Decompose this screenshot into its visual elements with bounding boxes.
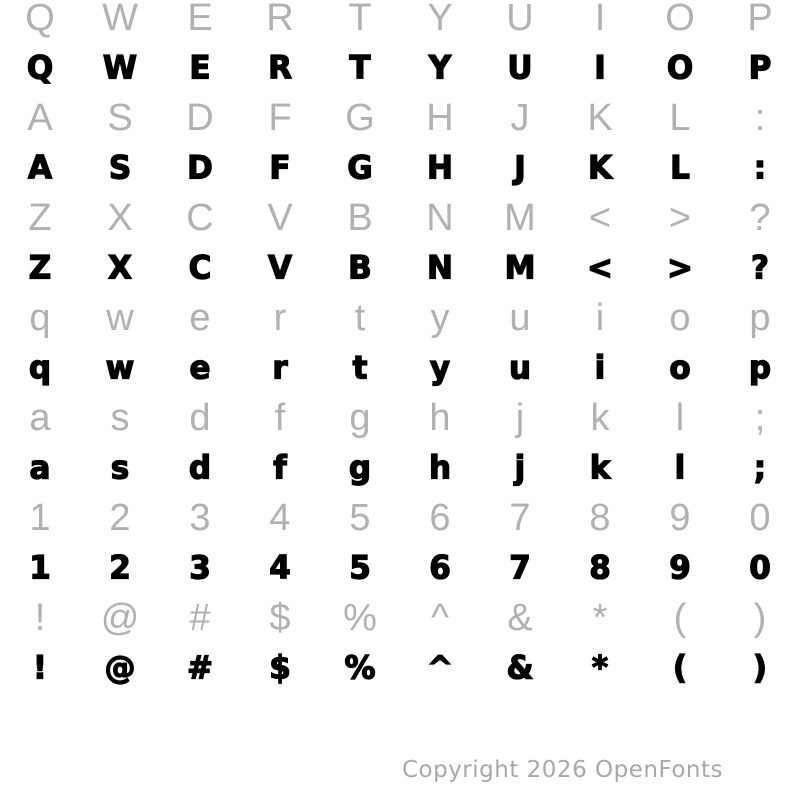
specimen-glyph: j	[514, 449, 526, 487]
specimen-glyph: &	[506, 649, 534, 687]
glyph-row-reference-10	[0, 493, 800, 543]
specimen-glyph: 6	[429, 549, 451, 587]
reference-glyph: K	[587, 97, 613, 139]
glyph-row-specimen-7	[0, 343, 800, 393]
glyph-row-reference-4	[0, 193, 800, 243]
reference-glyph: T	[348, 0, 372, 39]
specimen-glyph: a	[29, 449, 51, 487]
specimen-glyph: T	[349, 49, 371, 87]
reference-glyph: U	[506, 0, 534, 39]
specimen-glyph: p	[748, 349, 772, 387]
specimen-glyph: ^	[427, 649, 453, 687]
reference-glyph: Q	[25, 0, 55, 39]
reference-glyph: D	[186, 97, 214, 139]
reference-glyph: Y	[427, 0, 453, 39]
reference-glyph: 3	[189, 497, 211, 539]
reference-glyph: *	[592, 597, 608, 639]
specimen-glyph: P	[748, 49, 772, 87]
reference-glyph: (	[673, 597, 687, 639]
reference-glyph: i	[595, 297, 605, 339]
specimen-glyph: l	[674, 449, 686, 487]
glyph-row-specimen-13	[0, 643, 800, 693]
reference-glyph: 5	[349, 497, 371, 539]
reference-glyph: ?	[749, 197, 771, 239]
specimen-glyph: O	[666, 49, 694, 87]
glyph-row-specimen-3	[0, 143, 800, 193]
specimen-glyph: f	[273, 449, 287, 487]
reference-glyph: t	[354, 297, 366, 339]
reference-glyph: F	[268, 97, 292, 139]
specimen-glyph: G	[347, 149, 373, 187]
specimen-glyph: o	[669, 349, 691, 387]
reference-glyph: M	[504, 197, 536, 239]
glyph-row-reference-6	[0, 293, 800, 343]
reference-glyph: j	[515, 397, 525, 439]
reference-glyph: 4	[269, 497, 291, 539]
reference-glyph: Z	[28, 197, 52, 239]
specimen-glyph: N	[427, 249, 453, 287]
specimen-glyph: B	[348, 249, 372, 287]
reference-glyph: #	[189, 597, 211, 639]
specimen-glyph: @	[104, 649, 136, 687]
reference-glyph: u	[509, 297, 531, 339]
reference-glyph: L	[669, 97, 691, 139]
reference-glyph: y	[430, 297, 450, 339]
reference-glyph: ^	[431, 597, 449, 639]
reference-glyph: w	[106, 297, 134, 339]
reference-glyph: 8	[589, 497, 611, 539]
specimen-glyph: C	[188, 249, 212, 287]
reference-glyph: k	[590, 397, 610, 439]
specimen-glyph: (	[672, 649, 688, 687]
reference-glyph: r	[273, 297, 287, 339]
reference-glyph: 1	[29, 497, 51, 539]
specimen-glyph: r	[272, 349, 288, 387]
reference-glyph: G	[345, 97, 375, 139]
reference-glyph: f	[274, 397, 286, 439]
specimen-glyph: H	[427, 149, 453, 187]
specimen-glyph: D	[187, 149, 213, 187]
glyph-row-specimen-1	[0, 43, 800, 93]
specimen-glyph: )	[752, 649, 768, 687]
reference-glyph: o	[669, 297, 691, 339]
specimen-glyph: 7	[509, 549, 531, 587]
specimen-glyph: d	[188, 449, 212, 487]
specimen-glyph: :	[753, 149, 767, 187]
reference-glyph: 9	[669, 497, 691, 539]
specimen-glyph: I	[594, 49, 606, 87]
reference-glyph: V	[267, 197, 293, 239]
specimen-glyph: M	[504, 249, 536, 287]
reference-glyph: q	[29, 297, 51, 339]
reference-glyph: >	[668, 197, 692, 239]
reference-glyph: 2	[109, 497, 131, 539]
specimen-glyph: W	[102, 49, 138, 87]
reference-glyph: :	[754, 97, 766, 139]
specimen-glyph: 1	[29, 549, 51, 587]
glyph-row-reference-2	[0, 93, 800, 143]
specimen-glyph: !	[32, 649, 48, 687]
reference-glyph: g	[349, 397, 371, 439]
reference-glyph: J	[510, 97, 530, 139]
reference-glyph: <	[588, 197, 612, 239]
specimen-glyph: A	[28, 149, 52, 187]
reference-glyph: S	[107, 97, 133, 139]
reference-glyph: E	[187, 0, 213, 39]
copyright-notice: Copyright 2026 OpenFonts	[401, 757, 723, 783]
specimen-glyph: u	[508, 349, 532, 387]
specimen-glyph: e	[189, 349, 211, 387]
reference-glyph: O	[665, 0, 695, 39]
specimen-glyph: %	[344, 649, 376, 687]
specimen-glyph: Z	[28, 249, 52, 287]
reference-glyph: !	[34, 597, 46, 639]
specimen-glyph: $	[269, 649, 291, 687]
reference-glyph: 0	[749, 497, 771, 539]
specimen-glyph: J	[514, 149, 526, 187]
glyph-row-reference-12	[0, 593, 800, 643]
specimen-glyph: E	[189, 49, 211, 87]
reference-glyph: P	[747, 0, 773, 39]
reference-glyph: l	[675, 397, 685, 439]
reference-glyph: d	[189, 397, 211, 439]
glyph-row-specimen-9	[0, 443, 800, 493]
reference-glyph: 7	[509, 497, 531, 539]
specimen-glyph: V	[268, 249, 292, 287]
specimen-glyph: Q	[26, 49, 54, 87]
reference-glyph: 6	[429, 497, 451, 539]
glyph-row-specimen-5	[0, 243, 800, 293]
reference-glyph: @	[100, 597, 140, 639]
specimen-glyph: 4	[269, 549, 291, 587]
specimen-glyph: s	[110, 449, 130, 487]
reference-glyph: R	[266, 0, 294, 39]
specimen-glyph: y	[429, 349, 451, 387]
glyph-row-reference-0	[0, 0, 800, 43]
specimen-glyph: ;	[753, 449, 767, 487]
specimen-glyph: U	[507, 49, 533, 87]
reference-glyph: s	[110, 397, 130, 439]
reference-glyph: a	[29, 397, 51, 439]
reference-glyph: N	[426, 197, 454, 239]
specimen-glyph: k	[589, 449, 611, 487]
reference-glyph: h	[429, 397, 451, 439]
reference-glyph: X	[107, 197, 133, 239]
specimen-glyph: K	[587, 149, 613, 187]
specimen-glyph: i	[594, 349, 606, 387]
specimen-glyph: F	[269, 149, 291, 187]
specimen-glyph: w	[105, 349, 135, 387]
specimen-glyph: <	[587, 249, 613, 287]
specimen-glyph: 0	[749, 549, 771, 587]
specimen-glyph: L	[670, 149, 690, 187]
specimen-glyph: X	[108, 249, 132, 287]
specimen-glyph: 9	[669, 549, 691, 587]
specimen-glyph: R	[268, 49, 292, 87]
specimen-glyph: 2	[109, 549, 131, 587]
reference-glyph: B	[347, 197, 373, 239]
reference-glyph: )	[753, 597, 767, 639]
reference-glyph: $	[269, 597, 291, 639]
reference-glyph: ;	[754, 397, 766, 439]
reference-glyph: &	[507, 597, 533, 639]
glyph-row-specimen-11	[0, 543, 800, 593]
specimen-glyph: 3	[189, 549, 211, 587]
reference-glyph: W	[102, 0, 138, 39]
specimen-glyph: g	[348, 449, 372, 487]
glyph-row-reference-8	[0, 393, 800, 443]
reference-glyph: p	[749, 297, 771, 339]
reference-glyph: C	[186, 197, 214, 239]
reference-glyph: %	[343, 597, 377, 639]
specimen-glyph: 8	[589, 549, 611, 587]
specimen-glyph: *	[591, 649, 609, 687]
specimen-glyph: q	[28, 349, 52, 387]
specimen-glyph: t	[352, 349, 368, 387]
specimen-glyph: h	[428, 449, 452, 487]
specimen-glyph: >	[667, 249, 693, 287]
specimen-glyph: S	[108, 149, 132, 187]
specimen-glyph: #	[187, 649, 213, 687]
specimen-glyph: Y	[428, 49, 452, 87]
reference-glyph: A	[27, 97, 53, 139]
specimen-glyph: ?	[751, 249, 769, 287]
reference-glyph: H	[426, 97, 454, 139]
reference-glyph: I	[594, 0, 606, 39]
reference-glyph: e	[189, 297, 211, 339]
specimen-glyph: 5	[349, 549, 371, 587]
